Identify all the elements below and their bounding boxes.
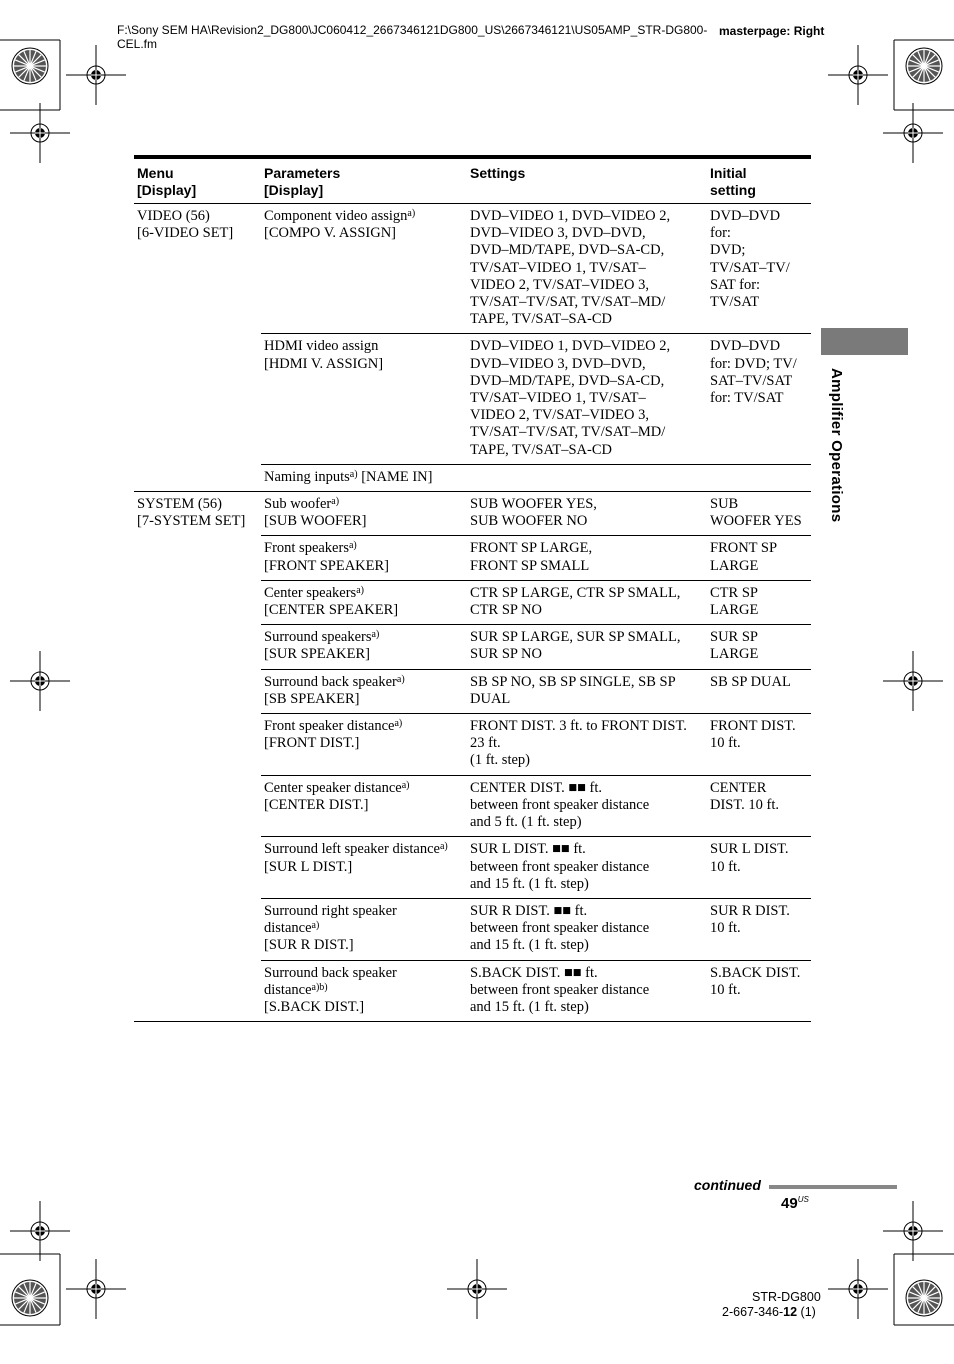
settings-cell [467, 669, 707, 713]
table-row [134, 204, 811, 334]
settings-cell [467, 536, 707, 580]
initial-setting-cell [707, 625, 811, 669]
settings-text: SUR L DIST. ■■ ft. between front speaker distance and 15 ft. (1 ft. step) [470, 841, 650, 892]
settings-cell [467, 625, 707, 669]
parameter-display: [SUR L DIST.] [264, 858, 353, 875]
table-header [134, 157, 811, 204]
parameter-cell [261, 625, 467, 669]
parameter-name: Naming inputs [264, 468, 350, 485]
menu-cell [134, 464, 261, 491]
settings-cell [467, 960, 707, 1022]
parameter-name: Center speaker distance [264, 779, 402, 796]
footnote-ref: a)b) [311, 981, 328, 993]
parameter-name: Front speaker distance [264, 718, 395, 735]
settings-text: SUR R DIST. ■■ ft. between front speaker distance and 15 ft. (1 ft. step) [470, 902, 650, 954]
header-parameters: Parameters [Display] [261, 157, 467, 204]
initial-setting-text: CTR SP LARGE [710, 584, 759, 619]
initial-setting-text: S.BACK DIST. 10 ft. [710, 964, 801, 998]
settings-cell [467, 775, 707, 837]
footnote-ref: a) [311, 920, 320, 932]
header-settings: Settings [467, 157, 707, 204]
header-initial-setting: Initial setting [707, 157, 811, 204]
settings-text: CENTER DIST. ■■ ft. between front speaker distance and 5 ft. (1 ft. step) [470, 779, 650, 831]
parameter-text [264, 469, 464, 486]
parameter-display: [FRONT DIST.] [264, 735, 360, 752]
parameter-cell [261, 334, 467, 464]
settings-text: FRONT SP LARGE, FRONT SP SMALL [470, 540, 593, 574]
parameter-name: Sub woofer [264, 496, 332, 513]
footnote-ref: a) [396, 673, 405, 685]
section-tab-marker [821, 328, 908, 355]
initial-setting-cell [707, 464, 811, 491]
table-body [134, 204, 811, 1022]
settings-cell [467, 898, 707, 960]
table-row [134, 898, 811, 960]
initial-setting-cell [707, 775, 811, 837]
menu-cell [134, 625, 261, 669]
parameter-display: [CENTER SPEAKER] [264, 602, 399, 619]
parameter-display: [CENTER DIST.] [264, 796, 369, 813]
menu-cell [134, 580, 261, 624]
parameter-cell [261, 669, 467, 713]
parameter-text [264, 780, 464, 814]
footer-model: STR-DG800 [752, 1290, 821, 1304]
settings-text: CTR SP LARGE, CTR SP SMALL, CTR SP NO [470, 584, 681, 619]
parameter-text [264, 208, 464, 242]
menu-cell [134, 837, 261, 899]
initial-setting-cell [707, 898, 811, 960]
menu-cell [134, 960, 261, 1022]
initial-setting-cell [707, 536, 811, 580]
initial-setting-cell [707, 580, 811, 624]
menu-text: VIDEO (56) [6-VIDEO SET] [137, 208, 234, 242]
parameter-text [264, 674, 464, 708]
initial-setting-text: FRONT DIST. 10 ft. [710, 718, 796, 752]
table-row [134, 580, 811, 624]
parameter-name: HDMI video assign [HDMI V. ASSIGN] [264, 338, 384, 372]
settings-text: S.BACK DIST. ■■ ft. between front speaker distance and 15 ft. (1 ft. step) [470, 964, 650, 1015]
settings-text: DVD–VIDEO 1, DVD–VIDEO 2, DVD–VIDEO 3, DVD–DVD, DVD–MD/TAPE, DVD–SA-CD, TV/SAT–VIDEO 1, TV/SAT– VIDEO 2, TV/SAT–VIDEO 3, TV/SAT–TV/SAT, TV/SAT–MD/ TAPE, TV/SAT–SA-CD [470, 208, 671, 328]
page-number: $49^{US}$ [781, 1195, 809, 1212]
initial-setting-cell [707, 714, 811, 776]
parameter-text [264, 338, 464, 372]
menu-cell [134, 492, 261, 536]
continued-label: continued [694, 1177, 761, 1193]
settings-cell [467, 492, 707, 536]
parameter-display: [SUB WOOFER] [264, 513, 367, 530]
initial-setting-cell [707, 334, 811, 464]
table-row [134, 334, 811, 464]
footnote-ref: a) [407, 208, 416, 219]
parameter-display: [SUR R DIST.] [264, 937, 354, 954]
table-row [134, 492, 811, 536]
parameter-name: Front speakers [264, 540, 349, 557]
continued-bar [769, 1185, 897, 1189]
settings-cell [467, 464, 707, 491]
parameter-cell [261, 492, 467, 536]
settings-text: FRONT DIST. 3 ft. to FRONT DIST. 23 ft. (1 ft. step) [470, 718, 687, 769]
parameter-cell [261, 837, 467, 899]
footnote-ref: a) [371, 629, 380, 641]
table-row [134, 960, 811, 1022]
menu-cell [134, 775, 261, 837]
initial-setting-text: SUR L DIST. 10 ft. [710, 841, 789, 875]
parameter-display: [S.BACK DIST.] [264, 998, 365, 1015]
initial-setting-cell [707, 837, 811, 899]
parameter-name: Surround left speaker distance [264, 841, 440, 858]
parameter-name: Surround speakers [264, 629, 372, 646]
settings-cell [467, 837, 707, 899]
parameter-text [264, 585, 464, 619]
settings-text: DVD–VIDEO 1, DVD–VIDEO 2, DVD–VIDEO 3, DVD–DVD, DVD–MD/TAPE, DVD–SA-CD, TV/SAT–VIDEO 1, TV/SAT– VIDEO 2, TV/SAT–VIDEO 3, TV/SAT–TV/SAT, TV/SAT–MD/ TAPE, TV/SAT–SA-CD [470, 338, 671, 458]
parameter-cell [261, 580, 467, 624]
initial-setting-cell [707, 960, 811, 1022]
parameter-name: Surround right speaker distance [264, 902, 397, 937]
header-masterpage: masterpage: Right [719, 24, 825, 38]
table-row [134, 625, 811, 669]
footnote-ref: a) [331, 496, 340, 508]
table-row [134, 775, 811, 837]
initial-setting-text: SUR R DIST. 10 ft. [710, 902, 790, 937]
settings-cell [467, 580, 707, 624]
parameter-text [264, 841, 464, 875]
menu-text: SYSTEM (56) [7-SYSTEM SET] [137, 496, 246, 530]
settings-cell [467, 204, 707, 334]
parameter-cell [261, 204, 467, 334]
parameter-name: Surround back speaker distance [264, 964, 397, 998]
settings-table [134, 155, 811, 1022]
footnote-ref: a) [356, 584, 364, 596]
table-row [134, 464, 811, 491]
parameter-text [264, 718, 464, 752]
settings-cell [467, 334, 707, 464]
initial-setting-cell [707, 204, 811, 334]
menu-cell [134, 714, 261, 776]
footnote-ref: a) [439, 841, 448, 853]
header-file-path: F:\Sony SEM HA\Revision2_DG800\JC060412_2667346121DG800_US\2667346121\US05AMP_STR-DG800-CEL.fm [117, 23, 708, 51]
initial-setting-text: FRONT SP LARGE [710, 540, 778, 574]
parameter-text [264, 903, 464, 955]
parameter-cell [261, 960, 467, 1022]
menu-cell [134, 334, 261, 464]
parameter-name: Surround back speaker [264, 673, 397, 690]
menu-cell [134, 536, 261, 580]
footnote-ref: a) [394, 718, 403, 730]
parameter-text [264, 540, 464, 574]
header-menu: Menu [Display] [134, 157, 261, 204]
menu-cell [134, 898, 261, 960]
initial-setting-cell [707, 669, 811, 713]
parameter-display: [COMPO V. ASSIGN] [264, 225, 397, 242]
footer-code: 2-667-346-12 (1) [722, 1305, 816, 1319]
parameter-cell [261, 464, 467, 491]
parameter-display: [NAME IN] [357, 468, 433, 485]
parameter-display: [SB SPEAKER] [264, 690, 360, 707]
parameter-cell [261, 714, 467, 776]
side-section-label: Amplifier Operations [828, 368, 845, 523]
footnote-ref: a) [349, 468, 358, 480]
parameter-text [264, 965, 464, 1017]
initial-setting-cell [707, 492, 811, 536]
menu-cell [134, 669, 261, 713]
settings-cell [467, 714, 707, 776]
menu-cell [134, 204, 261, 334]
table-row [134, 669, 811, 713]
footnote-ref: a) [401, 779, 410, 791]
table-row [134, 714, 811, 776]
table-row [134, 837, 811, 899]
initial-setting-text: CENTER DIST. 10 ft. [710, 779, 780, 813]
parameter-name: Component video assign [264, 208, 408, 224]
parameter-name: Center speakers [264, 584, 357, 601]
initial-setting-text: SB SP DUAL [710, 673, 791, 690]
parameter-display: [FRONT SPEAKER] [264, 557, 390, 574]
table-row [134, 536, 811, 580]
parameter-cell [261, 898, 467, 960]
parameter-cell [261, 536, 467, 580]
parameter-text [264, 496, 464, 530]
parameter-cell [261, 775, 467, 837]
settings-text: SB SP NO, SB SP SINGLE, SB SP DUAL [470, 673, 676, 707]
parameter-display: [SUR SPEAKER] [264, 646, 370, 663]
initial-setting-text: DVD–DVD for: DVD; TV/ SAT–TV/SAT for: TV/SAT [710, 338, 797, 407]
settings-text: SUB WOOFER YES, SUB WOOFER NO [470, 496, 597, 530]
footnote-ref: a) [348, 540, 357, 552]
initial-setting-text: DVD–DVD for: DVD; TV/SAT–TV/ SAT for: TV/SAT [710, 208, 790, 311]
initial-setting-text: SUB WOOFER YES [710, 496, 802, 530]
settings-text: SUR SP LARGE, SUR SP SMALL, SUR SP NO [470, 629, 681, 663]
initial-setting-text: SUR SP LARGE [710, 629, 759, 663]
parameter-text [264, 629, 464, 663]
